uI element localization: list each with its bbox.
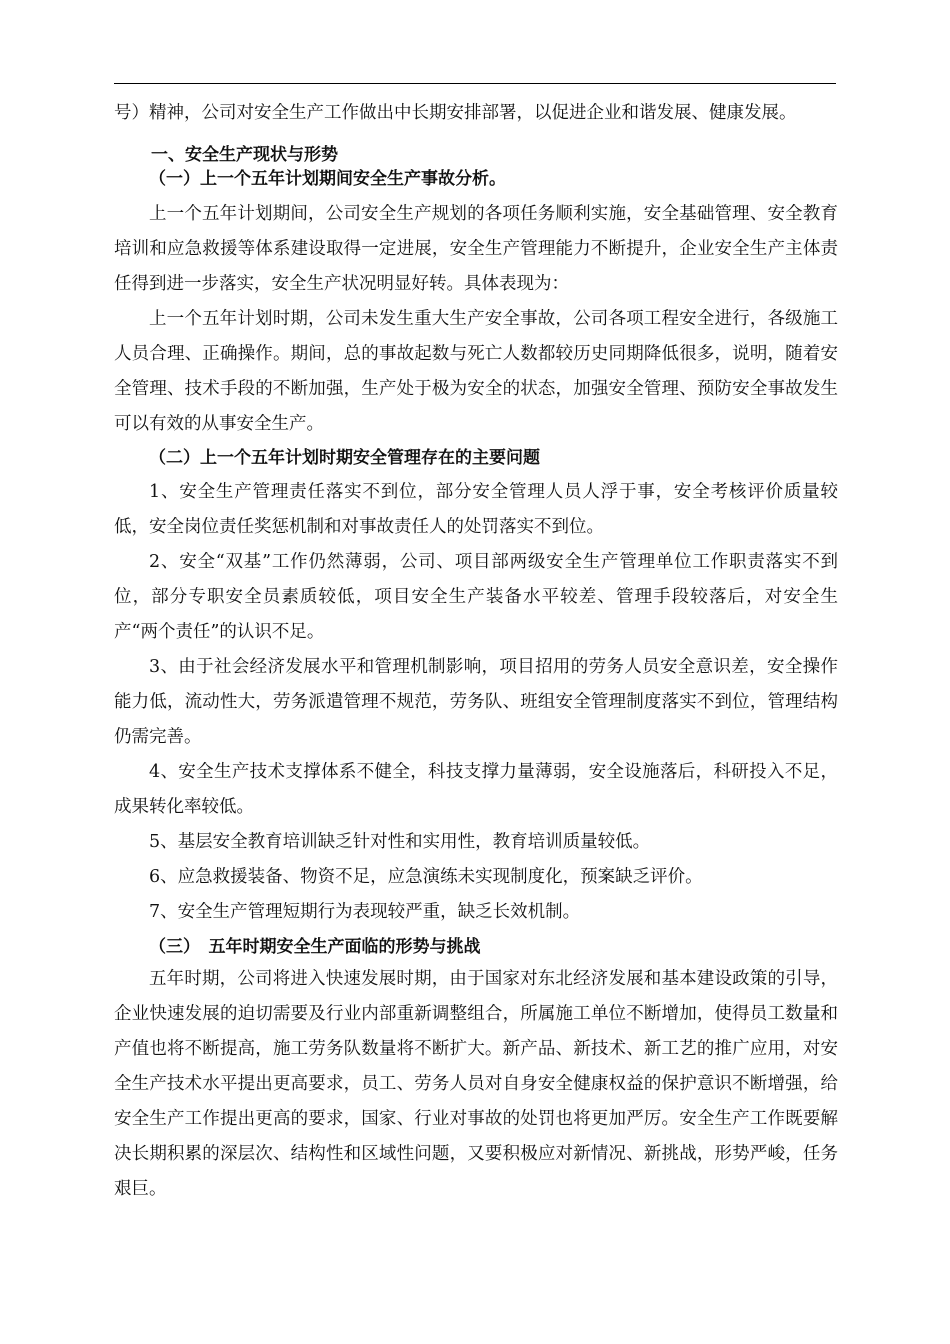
subsection-heading: （一）上一个五年计划期间安全生产事故分析。 [149,169,506,189]
list-item: 4、安全生产技术支撑体系不健全，科技支撑力量薄弱，安全设施落后，科研投入不足，成果转化率较低。 [114,762,838,817]
paragraph: 上一个五年计划时期，公司未发生重大生产安全事故，公司各项工程安全进行，各级施工人员合理、正确操作。期间，总的事故起数与死亡人数都较历史同期降低很多，说明，随着安全管理、技术手段的不断加强，生产处于极为安全的状态，加强安全管理、预防安全事故发生可以有效的从事安全生产。 [114,309,838,434]
document-page [114,96,838,1207]
section-heading: 一、安全生产现状与形势 [151,145,338,165]
list-item: 1、安全生产管理责任落实不到位，部分安全管理人员人浮于事，安全考核评价质量较低，安全岗位责任奖惩机制和对事故责任人的处罚落实不到位。 [114,482,838,537]
list-item: 5、基层安全教育培训缺乏针对性和实用性，教育培训质量较低。 [149,832,651,852]
list-item: 3、由于社会经济发展水平和管理机制影响，项目招用的劳务人员安全意识差，安全操作能力低，流动性大，劳务派遣管理不规范，劳务队、班组安全管理制度落实不到位，管理结构仍需完善。 [114,657,838,747]
subsection-heading: （二）上一个五年计划时期安全管理存在的主要问题 [149,448,540,468]
paragraph: 上一个五年计划期间，公司安全生产规划的各项任务顺利实施，安全基础管理、安全教育培训和应急救援等体系建设取得一定进展，安全生产管理能力不断提升，企业安全生产主体责任得到进一步落实，安全生产状况明显好转。具体表现为： [114,204,838,294]
paragraph: 五年时期，公司将进入快速发展时期，由于国家对东北经济发展和基本建设政策的引导，企业快速发展的迫切需要及行业内部重新调整组合，所属施工单位不断增加，使得员工数量和产值也将不断提高，施工劳务队数量将不断扩大。新产品、新技术、新工艺的推广应用，对安全生产技术水平提出更高要求，员工、劳务人员对自身安全健康权益的保护意识不断增强，给安全生产工作提出更高的要求，国家、行业对事故的处罚也将更加严厉。安全生产工作既要解决长期积累的深层次、结构性和区域性问题，又要积极应对新情况、新挑战，形势严峻，任务艰巨。 [114,969,838,1199]
header-rule [114,83,836,84]
intro-paragraph: 号）精神，公司对安全生产工作做出中长期安排部署，以促进企业和谐发展、健康发展。 [114,103,797,123]
list-item: 7、安全生产管理短期行为表现较严重，缺乏长效机制。 [149,902,581,922]
list-item: 2、安全“双基”工作仍然薄弱，公司、项目部两级安全生产管理单位工作职责落实不到位，部分专职安全员素质较低，项目安全生产装备水平较差、管理手段较落后，对安全生产“两个责任”的认识不足。 [114,552,838,642]
list-item: 6、应急救援装备、物资不足，应急演练未实现制度化，预案缺乏评价。 [149,867,703,887]
subsection-heading: （三） 五年时期安全生产面临的形势与挑战 [149,937,481,957]
